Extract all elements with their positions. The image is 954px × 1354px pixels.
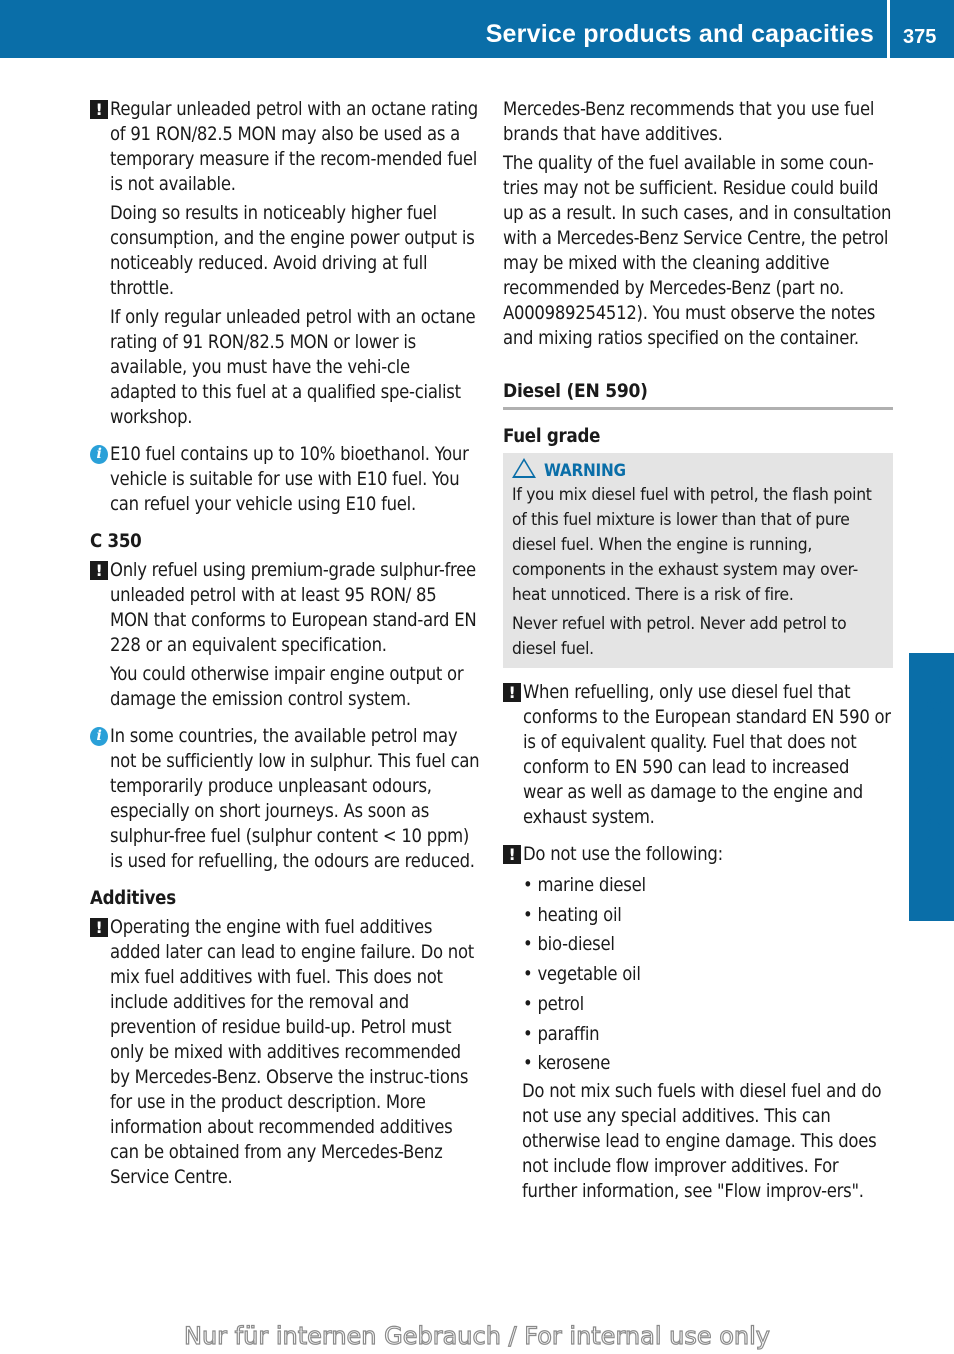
section-heading-diesel: Diesel (EN 590)	[503, 379, 893, 410]
list-item: • marine diesel	[523, 875, 646, 896]
exclamation-icon: !	[90, 918, 108, 937]
fuel-exclusion-list	[503, 871, 893, 1079]
page-number: 375	[903, 26, 937, 48]
body-paragraph: The quality of the fuel available in some coun-tries may not be sufficient. Residue could build up as a result. In such cases, and in consultation with a Mercedes-Benz Service Centre, the petrol may be mixed with the cleaning additive recommended by Mercedes-Benz (part no. A000989254512). You must observe the notes and mixing ratios specified on the container.	[503, 153, 892, 349]
warning-box	[503, 453, 893, 668]
note-text: Do not use the following:	[523, 844, 723, 865]
note-text: Do not mix such fuels with diesel fuel and do not use any special additives. This can otherwise lead to engine damage. This does not include flow improver additives. For further information, see "Flow improv-ers".	[522, 1080, 882, 1202]
heading-fuel-grade: Fuel grade	[503, 426, 601, 447]
list-item: • kerosene	[523, 1053, 611, 1075]
info-icon: i	[90, 727, 108, 746]
side-tab-label: Technical data	[917, 671, 948, 865]
note-text: Operating the engine with fuel additives added later can lead to engine failure. Do not mix fuel additives with fuel. This does not include additives for the removal and prevention of residue build-up. Petrol must only be mixed with additives recommended by Mercedes-Benz. Observe the instruc-tions for use in the product description. More information about recommended additives can be obtained from any Mercedes-Benz Service Centre.	[110, 917, 474, 1188]
exclamation-icon: !	[90, 100, 108, 119]
warning-triangle-icon	[512, 458, 536, 478]
note-block	[503, 680, 893, 830]
warning-text: If you mix diesel fuel with petrol, the flash point of this fuel mixture is lower than that of pure diesel fuel. When the engine is running, components in the exhaust system may over-heat unnoticed. There is a risk of fire.	[512, 485, 872, 605]
info-text: In some countries, the available petrol may not be sufficiently low in sulphur. This fuel can temporarily produce unpleasant odours, especially on short journeys. As soon as sulphur-free fuel (sulphur content < 10 ppm) is used for refuelling, the odours are reduced.	[110, 726, 480, 872]
note-block	[90, 558, 480, 712]
note-text: Only refuel using premium-grade sulphur-free unleaded petrol with at least 95 RON/ 85 MON that conforms to European stand-ard EN 228 or an equivalent specification.	[110, 560, 477, 656]
exclamation-icon: !	[90, 561, 108, 580]
warning-text: Never refuel with petrol. Never add petrol to diesel fuel.	[512, 614, 847, 659]
warning-header	[512, 458, 884, 483]
exclamation-icon: !	[503, 683, 521, 702]
note-block	[90, 915, 480, 1190]
heading-additives: Additives	[90, 888, 176, 909]
warning-label: WARNING	[544, 461, 626, 481]
heading-c350: C 350	[90, 531, 142, 552]
note-text: If only regular unleaded petrol with an octane rating of 91 RON/82.5 MON or lower is available, you must have the vehi-cle adapted to this fuel at a qualified spe-cialist workshop.	[110, 307, 476, 428]
body-paragraph: Mercedes-Benz recommends that you use fuel brands that have additives.	[503, 99, 875, 145]
list-item: • heating oil	[523, 904, 622, 926]
note-text: Regular unleaded petrol with an octane rating of 91 RON/82.5 MON may also be used as a temporary measure if the recom-mended fuel is not available.	[110, 99, 479, 195]
note-text: When refuelling, only use diesel fuel that conforms to the European standard EN 590 or is of equivalent quality. Fuel that does not conform to EN 590 can lead to increased wear as well as damage to the engine and exhaust system.	[523, 682, 891, 828]
info-text: E10 fuel contains up to 10% bioethanol. Your vehicle is suitable for use with E10 fuel. You can refuel your vehicle using E10 fuel.	[110, 444, 469, 515]
info-block	[90, 442, 480, 517]
left-column	[90, 97, 480, 1190]
note-text: You could otherwise impair engine output or damage the emission control system.	[110, 664, 464, 710]
info-icon: i	[90, 445, 108, 464]
note-text: Doing so results in noticeably higher fuel consumption, and the engine power output is noticeably reduced. Avoid driving at full throttle.	[110, 203, 475, 299]
list-item: • paraffin	[523, 1023, 600, 1045]
list-item: • bio-diesel	[523, 934, 615, 956]
right-column	[503, 97, 893, 1204]
running-header-title: Service products and capacities	[485, 20, 874, 48]
info-block	[90, 724, 480, 874]
list-item: • vegetable oil	[523, 964, 641, 986]
note-block	[503, 842, 893, 867]
internal-use-watermark: Nur für internen Gebrauch / For internal use only	[184, 1322, 770, 1350]
header-divider	[887, 0, 890, 58]
list-item: • petrol	[523, 993, 584, 1015]
note-block	[90, 97, 480, 430]
exclamation-icon: !	[503, 845, 521, 864]
